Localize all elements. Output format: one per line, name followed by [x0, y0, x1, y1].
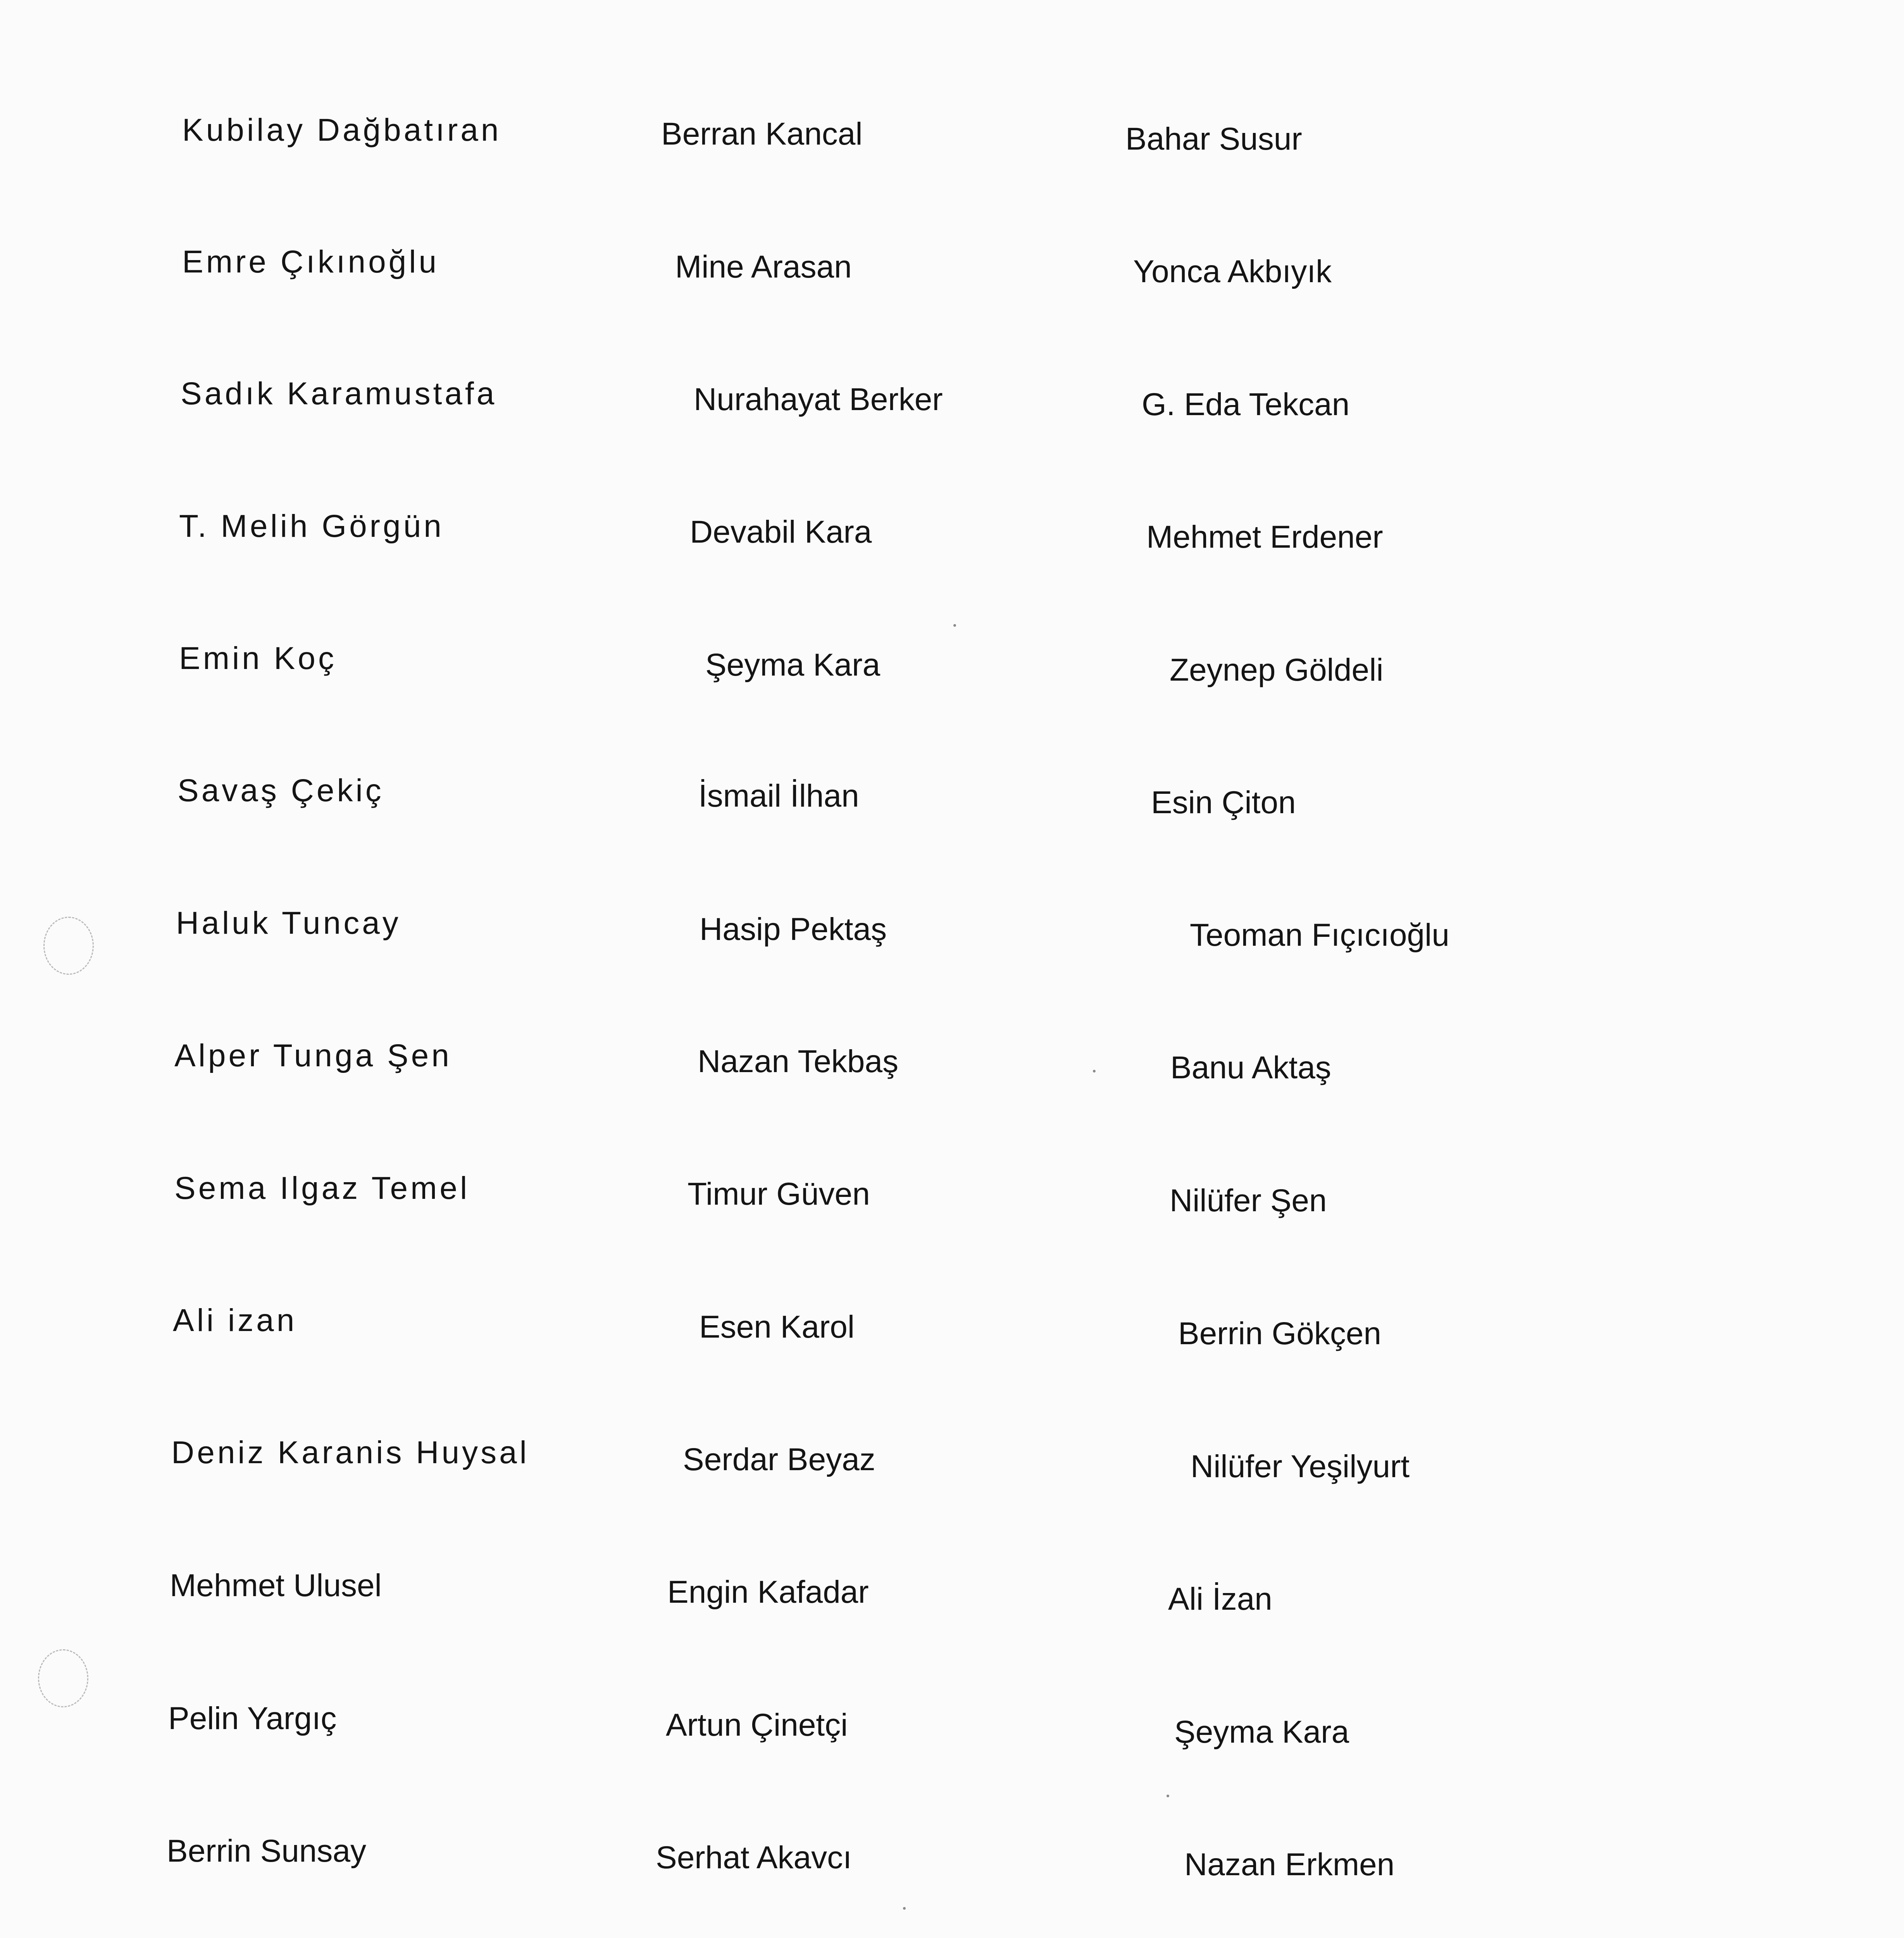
name-entry: Şeyma Kara [705, 647, 880, 683]
name-entry: Timur Güven [688, 1176, 870, 1212]
name-entry: Alper Tunga Şen [174, 1038, 452, 1073]
punch-hole-bottom [38, 1649, 88, 1707]
name-entry: Emin Koç [179, 641, 337, 676]
name-entry: Esen Karol [699, 1309, 855, 1345]
name-entry: Nurahayat Berker [694, 382, 943, 417]
name-entry: Şeyma Kara [1174, 1714, 1349, 1750]
name-entry: Devabil Kara [690, 514, 872, 550]
name-entry: Zeynep Göldeli [1170, 652, 1384, 688]
name-entry: İsmail İlhan [698, 778, 859, 814]
name-entry: Pelin Yargıç [168, 1701, 337, 1736]
name-entry: Hasip Pektaş [700, 912, 887, 947]
name-entry: Esin Çiton [1151, 785, 1296, 820]
name-entry: Nazan Tekbaş [698, 1044, 899, 1079]
name-entry: Berrin Sunsay [167, 1833, 367, 1869]
name-entry: Serdar Beyaz [683, 1442, 875, 1477]
name-entry: Kubilay Dağbatıran [182, 112, 501, 148]
name-entry: Teoman Fıçıcıoğlu [1190, 917, 1449, 953]
name-entry: Mehmet Erdener [1146, 519, 1383, 555]
name-entry: G. Eda Tekcan [1142, 387, 1350, 422]
scan-speck [903, 1907, 906, 1910]
name-entry: Banu Aktaş [1170, 1050, 1331, 1085]
name-entry: Engin Kafadar [667, 1574, 869, 1610]
name-entry: Mine Arasan [675, 249, 852, 284]
name-entry: Ali İzan [1168, 1581, 1272, 1617]
name-entry: Berrin Gökçen [1178, 1316, 1382, 1351]
scan-speck [953, 624, 956, 627]
name-entry: Deniz Karanis Huysal [171, 1435, 529, 1470]
scan-speck [1093, 1070, 1096, 1072]
name-entry: Yonca Akbıyık [1133, 254, 1332, 289]
name-entry: Serhat Akavcı [656, 1840, 852, 1875]
name-entry: Nilüfer Şen [1170, 1183, 1327, 1218]
name-entry: Mehmet Ulusel [170, 1568, 382, 1603]
name-entry: Sadık Karamustafa [181, 376, 497, 411]
name-entry: Artun Çinetçi [666, 1707, 848, 1743]
name-entry: Sema Ilgaz Temel [174, 1171, 470, 1206]
name-entry: Savaş Çekiç [177, 773, 384, 808]
scan-speck [1167, 1795, 1169, 1797]
name-entry: Emre Çıkınoğlu [182, 244, 439, 279]
name-entry: Haluk Tuncay [176, 905, 401, 941]
name-entry: Berran Kancal [661, 116, 863, 152]
name-entry: Bahar Susur [1125, 121, 1302, 157]
name-entry: T. Melih Görgün [179, 509, 444, 544]
punch-hole-top [43, 917, 94, 975]
name-entry: Nilüfer Yeşilyurt [1191, 1449, 1410, 1484]
name-entry: Ali izan [173, 1303, 297, 1338]
name-entry: Nazan Erkmen [1184, 1847, 1395, 1882]
